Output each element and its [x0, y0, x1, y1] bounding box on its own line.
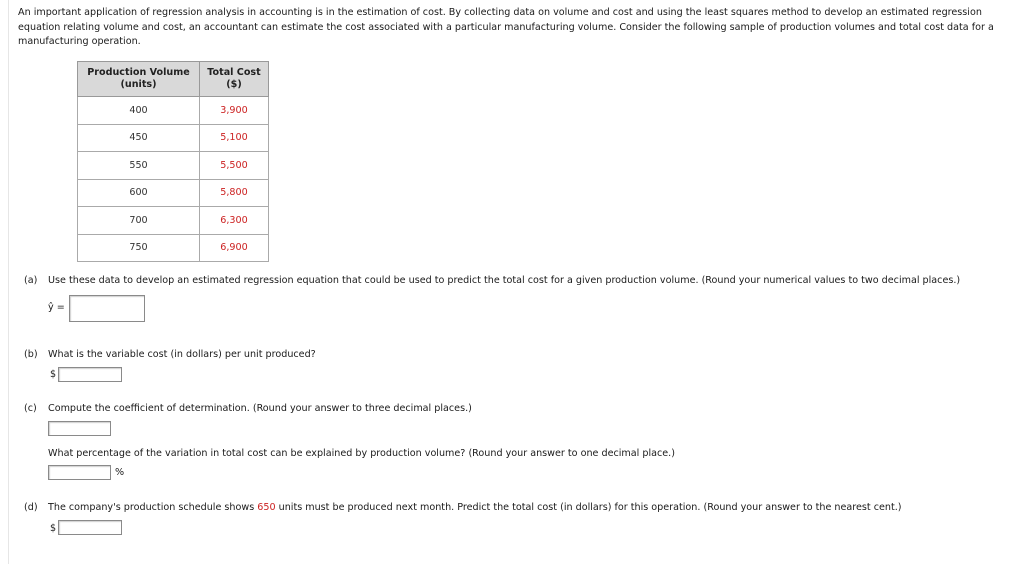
table-row	[78, 124, 269, 152]
units-value: 650	[257, 502, 276, 513]
table-row	[78, 97, 269, 125]
cost-cell: 5,500	[200, 152, 269, 180]
variable-cost-input[interactable]	[58, 367, 122, 382]
question-a-label: (a)	[24, 275, 38, 286]
cost-cell: 3,900	[200, 97, 269, 125]
left-border	[8, 0, 9, 564]
coefficient-determination-input[interactable]	[48, 421, 111, 436]
dollar-sign-d: $	[50, 523, 57, 534]
total-cost-input[interactable]	[58, 520, 122, 535]
percentage-input[interactable]	[48, 465, 111, 480]
cost-cell: 6,900	[200, 234, 269, 262]
question-c-percentage: What percentage of the variation in total cost can be explained by production volume? (Round your answer to one decimal place.)	[48, 448, 675, 459]
volume-cell: 450	[78, 124, 200, 152]
question-d-label: (d)	[24, 502, 38, 513]
question-b-label: (b)	[24, 349, 38, 360]
question-d-text-before: The company's production schedule shows	[48, 502, 258, 513]
header-production-volume: Production Volume (units)	[78, 62, 200, 97]
volume-cell: 750	[78, 234, 200, 262]
volume-cell: 600	[78, 179, 200, 207]
question-c	[24, 403, 472, 414]
volume-cell: 550	[78, 152, 200, 180]
regression-equation-input[interactable]	[69, 295, 145, 322]
question-a	[24, 275, 960, 286]
table-row	[78, 234, 269, 262]
question-d	[24, 502, 902, 513]
volume-cell: 400	[78, 97, 200, 125]
table-row	[78, 152, 269, 180]
table-row	[78, 179, 269, 207]
question-c-label: (c)	[24, 403, 37, 414]
question-a-text: Use these data to develop an estimated regression equation that could be used to predict the total cost for a given production volume. (Round your numerical values to two decimal places.)	[48, 275, 961, 286]
question-b	[24, 349, 316, 360]
volume-cell: 700	[78, 207, 200, 235]
question-b-text: What is the variable cost (in dollars) per unit produced?	[48, 349, 316, 360]
question-d-text-after: units must be produced next month. Predict the total cost (in dollars) for this operation. (Round your answer to the nearest cent.)	[275, 502, 902, 513]
table-row	[78, 207, 269, 235]
cost-cell: 6,300	[200, 207, 269, 235]
yhat-label: ŷ =	[48, 302, 65, 313]
intro-paragraph: An important application of regression analysis in accounting is in the estimation of cost. By collecting data on volume and cost and using the least squares method to develop an estimated regression equation relating volume and cost, an accountant can estimate the cost associated with a particular manufacturing volume. Consider the following sample of production volumes and total cost data for a manufacturing operation.	[18, 7, 994, 47]
dollar-sign-b: $	[50, 369, 57, 380]
cost-cell: 5,800	[200, 179, 269, 207]
cost-cell: 5,100	[200, 124, 269, 152]
data-table	[77, 61, 269, 262]
percent-sign: %	[115, 467, 125, 478]
question-c-text: Compute the coefficient of determination. (Round your answer to three decimal places.)	[48, 403, 472, 414]
header-total-cost: Total Cost ($)	[200, 62, 269, 97]
